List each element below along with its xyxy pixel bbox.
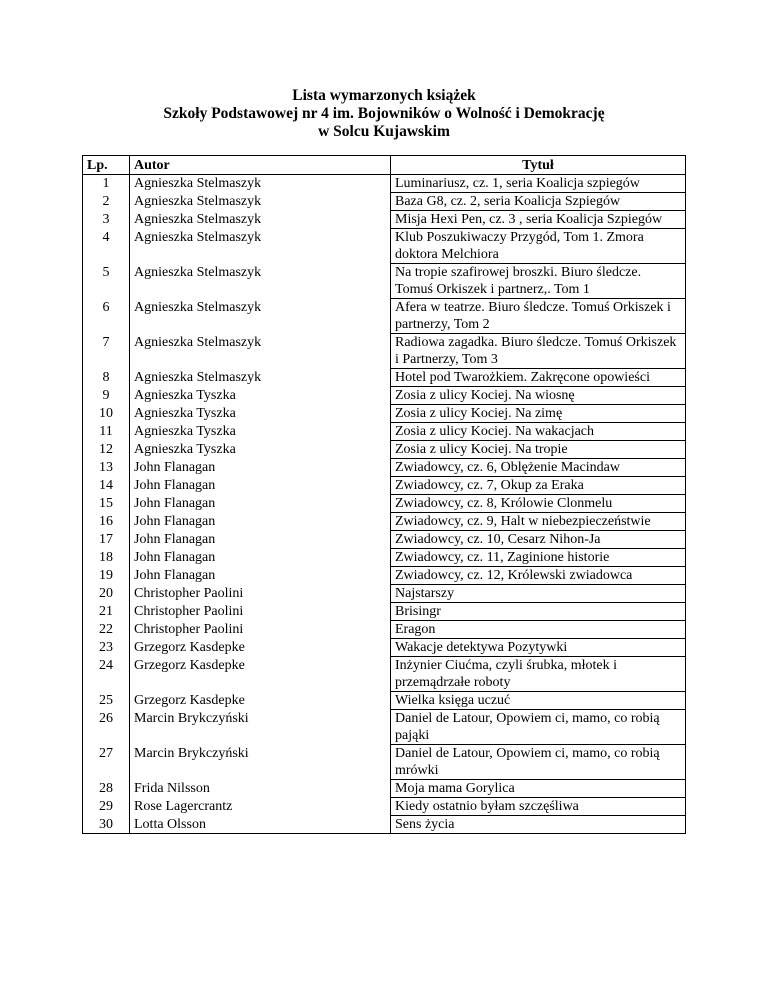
row-title: Zwiadowcy, cz. 7, Okup za Eraka [391, 477, 686, 495]
row-number: 23 [83, 639, 130, 657]
table-row [83, 798, 686, 816]
table-row [83, 405, 686, 423]
document-title [0, 87, 768, 141]
row-author: Agnieszka Stelmaszyk [130, 211, 391, 229]
row-author: Lotta Olsson [130, 816, 391, 834]
row-number: 30 [83, 816, 130, 834]
row-author: Agnieszka Stelmaszyk [130, 175, 391, 193]
table-row [83, 549, 686, 567]
row-title: Inżynier Ciućma, czyli śrubka, młotek i przemądrzałe roboty [391, 657, 686, 692]
table-row [83, 513, 686, 531]
row-title: Daniel de Latour, Opowiem ci, mamo, co robią mrówki [391, 745, 686, 780]
row-title: Hotel pod Twarożkiem. Zakręcone opowieści [391, 369, 686, 387]
table-row [83, 710, 686, 745]
row-title: Eragon [391, 621, 686, 639]
row-author: Agnieszka Stelmaszyk [130, 193, 391, 211]
row-number: 11 [83, 423, 130, 441]
books-table [82, 155, 686, 834]
table-row [83, 193, 686, 211]
table-row [83, 692, 686, 710]
row-number: 21 [83, 603, 130, 621]
row-author: Grzegorz Kasdepke [130, 639, 391, 657]
row-number: 25 [83, 692, 130, 710]
row-title: Wakacje detektywa Pozytywki [391, 639, 686, 657]
header-lp: Lp. [83, 156, 130, 175]
row-author: John Flanagan [130, 531, 391, 549]
table-header-row [83, 156, 686, 175]
row-title: Baza G8, cz. 2, seria Koalicja Szpiegów [391, 193, 686, 211]
row-title: Misja Hexi Pen, cz. 3 , seria Koalicja Szpiegów [391, 211, 686, 229]
table-row [83, 441, 686, 459]
table-row [83, 816, 686, 834]
row-author: Agnieszka Stelmaszyk [130, 369, 391, 387]
table-row [83, 369, 686, 387]
row-number: 27 [83, 745, 130, 780]
title-line-2: Szkoły Podstawowej nr 4 im. Bojowników o Wolność i Demokrację [163, 105, 605, 122]
row-title: Radiowa zagadka. Biuro śledcze. Tomuś Orkiszek i Partnerzy, Tom 3 [391, 334, 686, 369]
table-row [83, 334, 686, 369]
row-author: Grzegorz Kasdepke [130, 657, 391, 692]
row-author: Christopher Paolini [130, 585, 391, 603]
row-number: 2 [83, 193, 130, 211]
row-number: 3 [83, 211, 130, 229]
table-row [83, 745, 686, 780]
row-author: Agnieszka Tyszka [130, 405, 391, 423]
table-row [83, 175, 686, 193]
row-author: John Flanagan [130, 567, 391, 585]
row-title: Zosia z ulicy Kociej. Na wakacjach [391, 423, 686, 441]
table-row [83, 585, 686, 603]
title-line-1: Lista wymarzonych książek [292, 87, 476, 104]
table-row [83, 229, 686, 264]
table-row [83, 459, 686, 477]
row-author: John Flanagan [130, 459, 391, 477]
table-row [83, 621, 686, 639]
row-title: Luminariusz, cz. 1, seria Koalicja szpiegów [391, 175, 686, 193]
row-title: Zosia z ulicy Kociej. Na tropie [391, 441, 686, 459]
row-title: Zwiadowcy, cz. 9, Halt w niebezpieczeństwie [391, 513, 686, 531]
row-author: John Flanagan [130, 513, 391, 531]
row-number: 12 [83, 441, 130, 459]
row-title: Kiedy ostatnio byłam szczęśliwa [391, 798, 686, 816]
row-author: Agnieszka Stelmaszyk [130, 229, 391, 264]
row-number: 18 [83, 549, 130, 567]
row-author: Rose Lagercrantz [130, 798, 391, 816]
title-line-3: w Solcu Kujawskim [318, 123, 450, 140]
row-number: 6 [83, 299, 130, 334]
row-number: 22 [83, 621, 130, 639]
table-row [83, 423, 686, 441]
table-row [83, 299, 686, 334]
row-author: Agnieszka Stelmaszyk [130, 334, 391, 369]
row-author: Agnieszka Stelmaszyk [130, 264, 391, 299]
row-number: 28 [83, 780, 130, 798]
row-number: 8 [83, 369, 130, 387]
row-number: 5 [83, 264, 130, 299]
row-title: Zosia z ulicy Kociej. Na zimę [391, 405, 686, 423]
row-number: 10 [83, 405, 130, 423]
header-tytul: Tytuł [391, 156, 686, 175]
row-author: Agnieszka Stelmaszyk [130, 299, 391, 334]
table-row [83, 657, 686, 692]
row-title: Wielka księga uczuć [391, 692, 686, 710]
row-author: John Flanagan [130, 549, 391, 567]
row-author: John Flanagan [130, 495, 391, 513]
table-row [83, 264, 686, 299]
row-number: 20 [83, 585, 130, 603]
row-title: Zwiadowcy, cz. 6, Oblężenie Macindaw [391, 459, 686, 477]
row-author: Marcin Brykczyński [130, 710, 391, 745]
row-title: Klub Poszukiwaczy Przygód, Tom 1. Zmora doktora Melchiora [391, 229, 686, 264]
row-number: 19 [83, 567, 130, 585]
row-author: Agnieszka Tyszka [130, 423, 391, 441]
table-row [83, 387, 686, 405]
row-title: Sens życia [391, 816, 686, 834]
table-row [83, 567, 686, 585]
row-title: Daniel de Latour, Opowiem ci, mamo, co robią pająki [391, 710, 686, 745]
table-row [83, 495, 686, 513]
row-number: 9 [83, 387, 130, 405]
row-title: Brisingr [391, 603, 686, 621]
row-number: 29 [83, 798, 130, 816]
row-author: Grzegorz Kasdepke [130, 692, 391, 710]
row-number: 16 [83, 513, 130, 531]
row-title: Afera w teatrze. Biuro śledcze. Tomuś Orkiszek i partnerzy, Tom 2 [391, 299, 686, 334]
row-author: Agnieszka Tyszka [130, 441, 391, 459]
row-author: Christopher Paolini [130, 603, 391, 621]
table-row [83, 477, 686, 495]
table-row [83, 211, 686, 229]
row-number: 14 [83, 477, 130, 495]
row-author: Christopher Paolini [130, 621, 391, 639]
row-author: Frida Nilsson [130, 780, 391, 798]
row-number: 4 [83, 229, 130, 264]
table-row [83, 639, 686, 657]
row-author: Marcin Brykczyński [130, 745, 391, 780]
row-number: 13 [83, 459, 130, 477]
row-title: Zwiadowcy, cz. 8, Królowie Clonmelu [391, 495, 686, 513]
row-title: Na tropie szafirowej broszki. Biuro śledcze. Tomuś Orkiszek i partnerz,. Tom 1 [391, 264, 686, 299]
row-title: Zwiadowcy, cz. 12, Królewski zwiadowca [391, 567, 686, 585]
header-autor: Autor [130, 156, 391, 175]
row-number: 24 [83, 657, 130, 692]
table-row [83, 603, 686, 621]
row-number: 26 [83, 710, 130, 745]
row-title: Najstarszy [391, 585, 686, 603]
row-title: Zosia z ulicy Kociej. Na wiosnę [391, 387, 686, 405]
table-row [83, 780, 686, 798]
row-number: 17 [83, 531, 130, 549]
row-title: Zwiadowcy, cz. 11, Zaginione historie [391, 549, 686, 567]
row-author: Agnieszka Tyszka [130, 387, 391, 405]
row-title: Moja mama Gorylica [391, 780, 686, 798]
row-number: 1 [83, 175, 130, 193]
row-number: 7 [83, 334, 130, 369]
row-title: Zwiadowcy, cz. 10, Cesarz Nihon-Ja [391, 531, 686, 549]
table-row [83, 531, 686, 549]
row-author: John Flanagan [130, 477, 391, 495]
row-number: 15 [83, 495, 130, 513]
